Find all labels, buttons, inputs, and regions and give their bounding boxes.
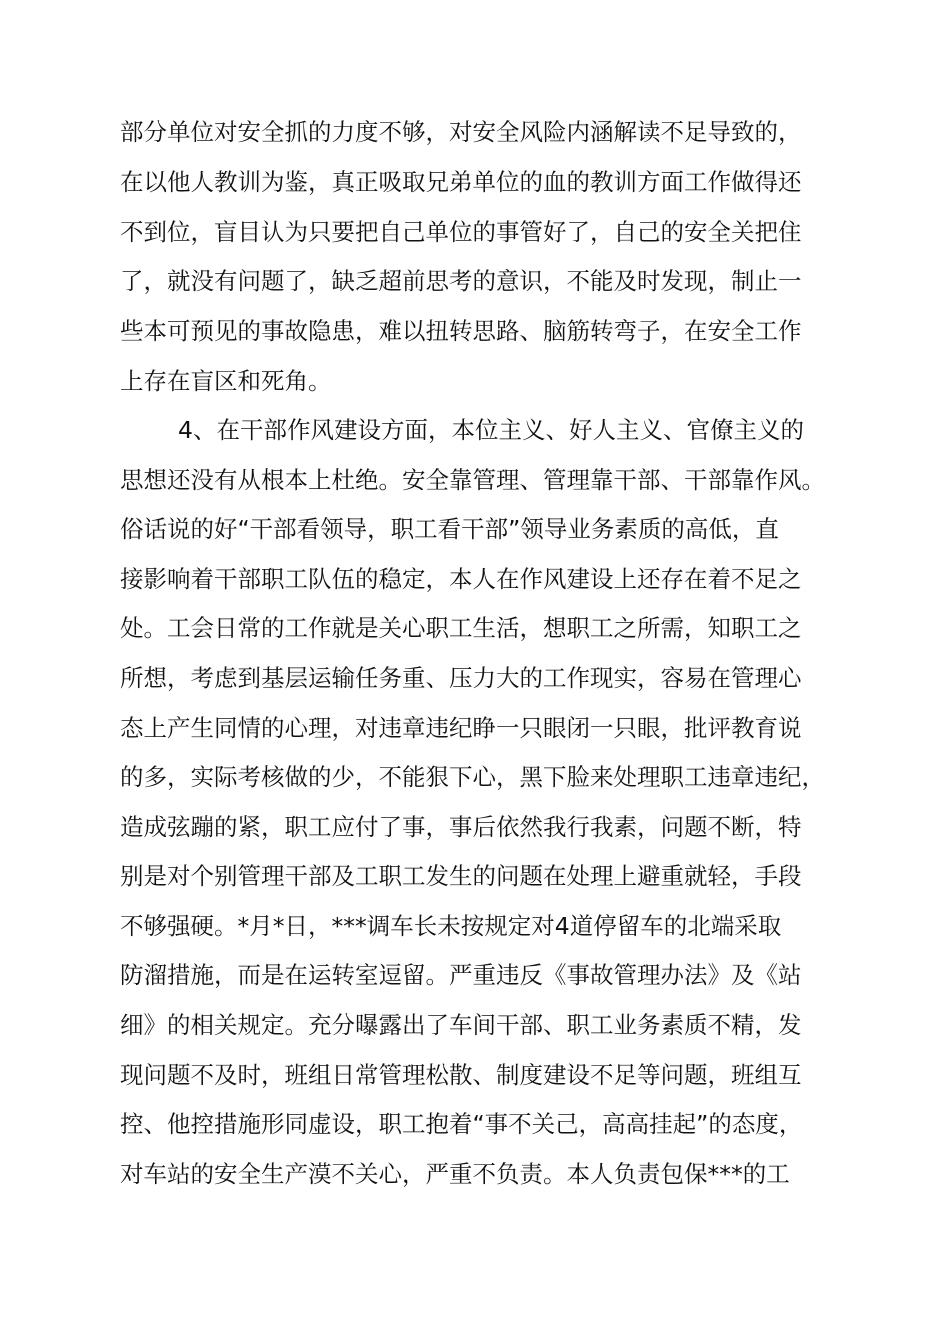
text-line: 处。工会日常的工作就是关心职工生活，想职工之所需，知职工之 (120, 614, 802, 642)
text-line: 别是对个别管理干部及工职工发生的问题在处理上避重就轻，手段 (120, 862, 802, 890)
text-line: 些本可预见的事故隐患，难以扭转思路、脑筋转弯子，在安全工作 (120, 317, 802, 345)
text-line: 控、他控措施形同虚设，职工抱着“事不关己，高高挂起”的态度， (120, 1110, 803, 1138)
text-line: 所想，考虑到基层运输任务重、压力大的工作现实，容易在管理心 (120, 664, 802, 692)
text-line: 的多，实际考核做的少，不能狠下心，黑下脸来处理职工违章违纪， (120, 763, 825, 791)
text-line: 俗话说的好“干部看领导，职工看干部”领导业务素质的高低，直 (120, 515, 779, 543)
text-line: 防溜措施，而是在运转室逗留。严重违反《事故管理办法》及《站 (120, 961, 802, 989)
text-line: 细》的相关规定。充分曝露出了车间干部、职工业务素质不精，发 (120, 1011, 802, 1039)
paragraph-first-line: 4、在干部作风建设方面，本位主义、好人主义、官僚主义的 (178, 416, 804, 444)
text-line: 思想还没有从根本上杜绝。安全靠管理、管理靠干部、干部靠作风。 (120, 466, 825, 494)
text-line: 了，就没有问题了，缺乏超前思考的意识，不能及时发现，制止一 (120, 267, 802, 295)
text-line: 接影响着干部职工队伍的稳定，本人在作风建设上还存在着不足之 (120, 565, 802, 593)
text-line: 对车站的安全生产漠不关心，严重不负责。本人负责包保***的工 (120, 1160, 790, 1188)
text-line: 现问题不及时，班组日常管理松散、制度建设不足等问题，班组互 (120, 1061, 802, 1089)
text-line: 部分单位对安全抓的力度不够，对安全风险内涵解读不足导致的， (120, 118, 802, 146)
text-line: 不到位，盲目认为只要把自己单位的事管好了，自己的安全关把住 (120, 218, 802, 246)
text-line: 上存在盲区和死角。 (120, 367, 332, 395)
text-line: 在以他人教训为鉴，真正吸取兄弟单位的血的教训方面工作做得还 (120, 168, 802, 196)
text-line: 不够强硬。*月*日，***调车长未按规定对4道停留车的北端采取 (120, 912, 782, 940)
text-line: 造成弦蹦的紧，职工应付了事，事后依然我行我素，问题不断，特 (120, 813, 802, 841)
text-line: 态上产生同情的心理，对违章违纪睁一只眼闭一只眼，批评教育说 (120, 714, 802, 742)
